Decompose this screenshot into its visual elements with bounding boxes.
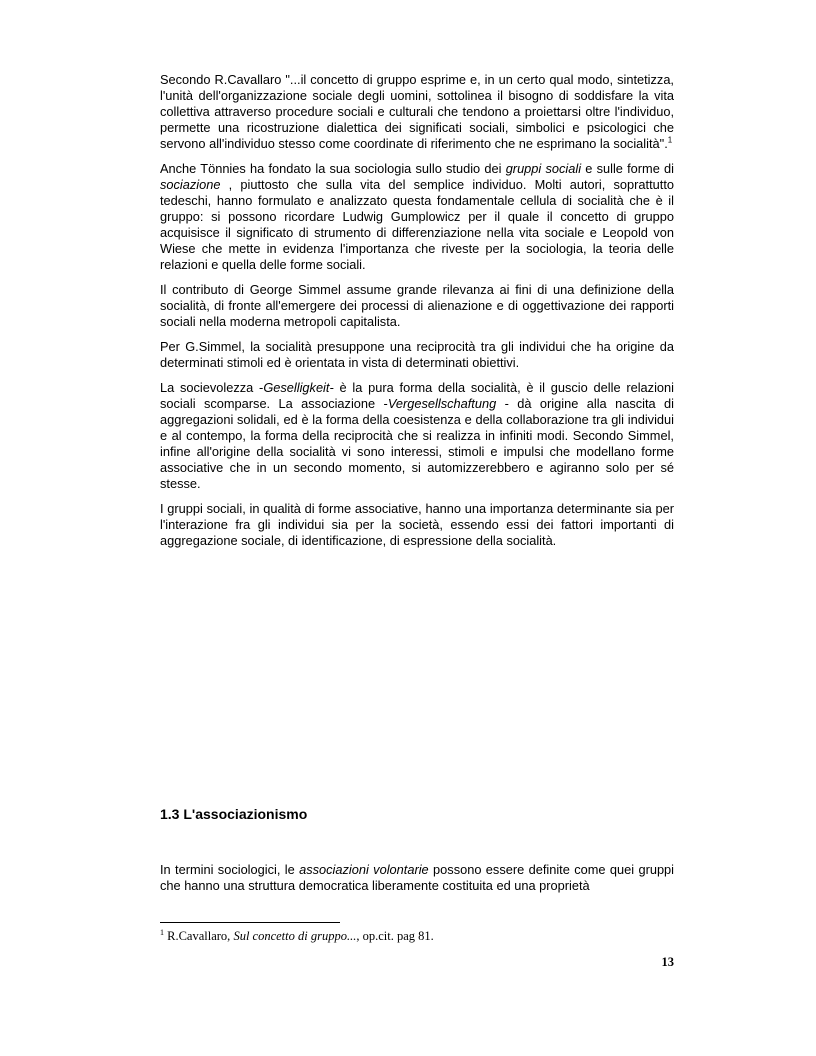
paragraph-simmel-reciprocity: Per G.Simmel, la socialità presuppone una reciprocità tra gli individui che ha origine da determinati stimoli ed è orientata in vista di determinati obiettivi.	[160, 339, 674, 370]
paragraph-associazioni-volontarie: In termini sociologici, le associazioni volontarie possono essere definite come quei gruppi che hanno una struttura democratica liberamente costituita ed una proprietà	[160, 862, 675, 893]
body-text	[160, 72, 674, 558]
section-body	[160, 862, 674, 903]
emphasis: Vergesellschaftung	[387, 396, 497, 411]
emphasis: Geselligkeit-	[263, 380, 334, 395]
paragraph-gruppi-sociali: I gruppi sociali, in qualità di forme associative, hanno una importanza determinante sia per l'interazione fra gli individui sia per la società, essendo essi dei fattori importanti di aggregazione sociale, di identificazione, di espressione della socialità.	[160, 501, 674, 548]
footnote-reference[interactable]: 1	[667, 135, 673, 145]
section-heading: 1.3 L'associazionismo	[160, 806, 308, 822]
paragraph-socievolezza: La socievolezza -Geselligkeit- è la pura forma della socialità, è il guscio delle relazioni sociali scomparse. La associazione -Vergesellschaftung - dà origine alla nascita di aggregazioni solidali, ed è la forma della coesistenza e della collaborazione tra gli individui e al contempo, la forma della reciprocità che si realizza in infiniti modi. Secondo Simmel, infine all'origine della socialità vi sono interessi, stimoli e impulsi che modellano forme associative che in un secondo momento, si automizzerebbero e agiranno solo per sé stesse.	[160, 380, 675, 491]
footnote-divider	[160, 922, 340, 923]
paragraph-simmel-contribution: Il contributo di George Simmel assume grande rilevanza ai fini di una definizione della socialità, di fronte all'emergere dei processi di alienazione e di oggettivazione dei rapporti sociali nella moderna metropoli capitalista.	[160, 282, 674, 329]
footnote-title: Sul concetto di gruppo...	[233, 929, 357, 944]
emphasis: gruppi sociali	[505, 161, 582, 176]
footnote: $^1$ R.Cavallaro, Sul concetto di gruppo..., op.cit. pag 81.	[160, 928, 434, 944]
footnote-marker: 1	[160, 928, 164, 937]
emphasis: sociazione	[160, 177, 221, 192]
paragraph-cavallaro-quote: Secondo R.Cavallaro "...il concetto di gruppo esprime e, in un certo qual modo, sintetizza, l'unità dell'organizzazione sociale degli uomini, sottolinea il bisogno di soddisfare la vita collettiva attraverso procedure sociali e culturali che tendono a proiettarsi oltre l'individuo, permette una ricostruzione dialettica dei significati sociali, simbolici e psicologici che servono all'individuo stesso come coordinate di riferimento che ne esprimano la socialità".$^1$	[160, 72, 674, 151]
emphasis: associazioni volontarie	[299, 862, 429, 877]
paragraph-tonnies: Anche Tönnies ha fondato la sua sociologia sullo studio dei gruppi sociali e sulle forme di sociazione , piuttosto che sulla vita del semplice individuo. Molti autori, soprattutto tedeschi, hanno formulato e analizzato questa fondamentale cellula di socialità che è il gruppo: si possono ricordare Ludwig Gumplowicz per il quale il concetto di gruppo acquisisce il significato di strumento di differenziazione nella vita sociale e Leopold von Wiese che mette in evidenza l'importanza che riveste per la sociologia, la teoria delle relazioni e quella delle forme sociali.	[160, 161, 674, 272]
page-number: 13	[661, 955, 674, 969]
